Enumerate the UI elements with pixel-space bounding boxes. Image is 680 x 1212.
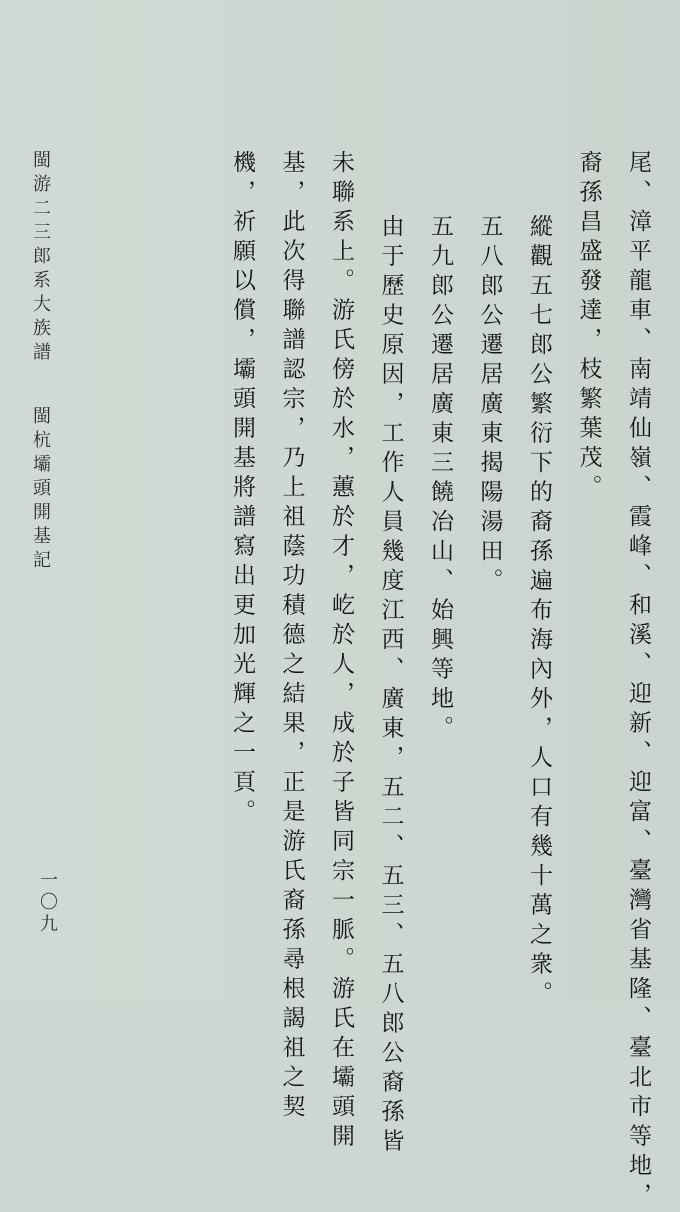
text-line-6: 由于歷史原因，工作人員幾度江西、廣東，五二、五三、五八郎公裔孫皆: [377, 214, 404, 1158]
running-head-chapter-title: 閩杭壩頭開基記: [30, 406, 51, 574]
running-head: [26, 150, 54, 790]
text-line-1: 尾、漳平龍車、南靖仙嶺、霞峰、和溪、迎新、迎富、臺灣省基隆、臺北市等地，: [625, 150, 651, 1212]
text-line-4: 五八郎公遷居廣東揭陽湯田。: [476, 214, 503, 598]
page-number: 一〇九: [37, 870, 58, 936]
text-line-9: 機，祈願以償，壩頭開基將譜寫出更加光輝之一頁。: [229, 150, 255, 829]
text-line-3: 縱觀五七郎公繁衍下的裔孫遍布海內外，人口有幾十萬之衆。: [526, 214, 552, 1011]
text-line-2: 裔孫昌盛發達，枝繁葉茂。: [575, 150, 602, 504]
text-line-5: 五九郎公遷居廣東三饒冶山、始興等地。: [427, 214, 453, 745]
text-line-8: 基，此次得聯譜認宗，乃上祖蔭功積德之結果，正是游氏裔孫尋根謁祖之契: [278, 150, 305, 1124]
body-text: [217, 150, 663, 1212]
text-line-7: 未聯系上。游氏傍於水，蕙於才，屹於人，成於子皆同宗一脈。游氏在壩頭開: [328, 150, 354, 1153]
running-head-book-title: 閩游二三郎系大族譜: [30, 150, 51, 366]
